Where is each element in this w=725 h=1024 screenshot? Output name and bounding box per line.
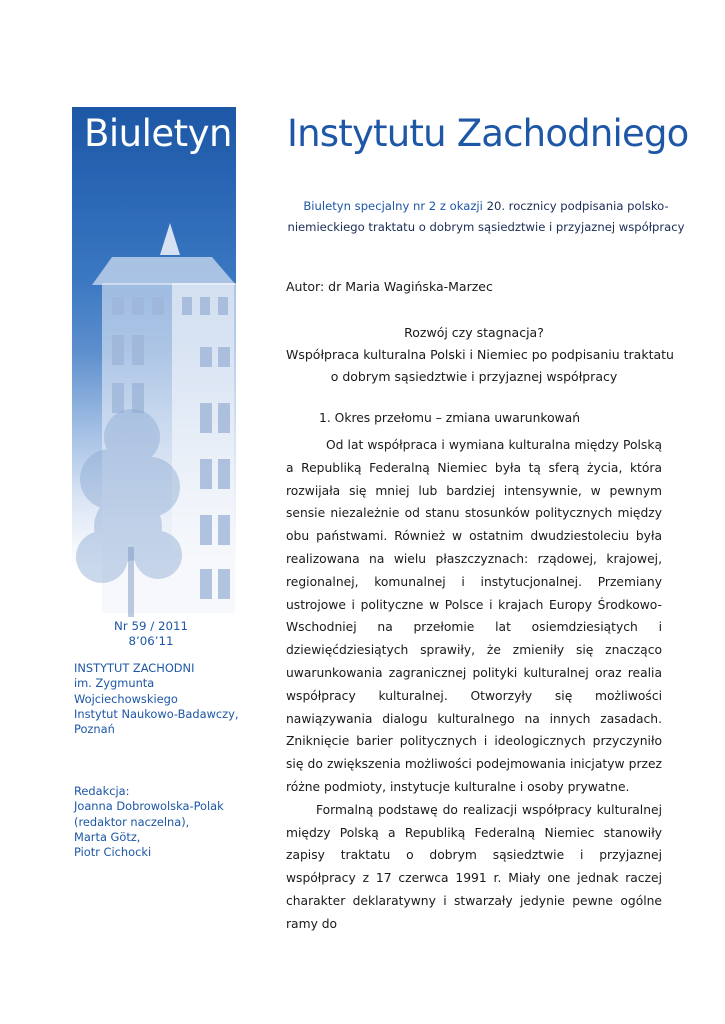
issue-date: 8’06’11 <box>128 634 174 648</box>
paragraph-2: Formalną podstawę do realizacji współpracy kulturalnej między Polską a Republiką Federalną Niemiec stanowiły zapisy traktatu o dobrym sąsiedztwie i przyjaznej współpracy z 17 czerwca 1991 r. Miały one jednak raczej charakter deklaratywny i stwarzały jedynie pewne ogólne ramy do <box>286 802 662 931</box>
issue-number: Nr 59 / 2011 <box>114 619 188 633</box>
institute-line2: im. Zygmunta <box>74 676 155 691</box>
institute-info <box>74 661 244 737</box>
editorial-line1: Joanna Dobrowolska-Polak <box>74 799 224 814</box>
article-title-line2: Współpraca kulturalna Polski i Niemiec po podpisaniu traktatu <box>286 347 674 362</box>
issue-info <box>86 619 216 649</box>
editorial-line3: Marta Götz, <box>74 829 141 844</box>
author-label: Autor: <box>286 279 329 294</box>
building-illustration <box>72 107 236 617</box>
bulletin-subtitle <box>286 196 686 238</box>
editorial-line2: (redaktor naczelna), <box>74 814 190 829</box>
institute-line5: Poznań <box>74 722 115 737</box>
masthead-cover-image <box>72 107 236 617</box>
masthead-left-title: Biuletyn <box>84 112 233 155</box>
paragraph-1: Od lat współpraca i wymiana kulturalna między Polską a Republiką Federalną Niemiec była tą sferą życia, która rozwijała się mniej lub bardziej intensywnie, w pewnym sensie niezależnie od stanu stosunków politycznych między obu państwami. Również w ostatnim dwudziestoleciu była realizowana na wielu płaszczyznach: rządowej, krajowej, regionalnej, komunalnej i instytucjonalnej. Przemiany ustrojowe i polityczne w Polsce i krajach Europy Środkowo-Wschodniej na przełomie lat osiemdziesiątych i dziewięćdziesiątych sprawiły, że zmieniły się znacząco uwarunkowania zagranicznej polityki kulturalnej oraz realia współpracy kulturalnej. Otworzyły się możliwości nawiązywania dialogu kulturalnego na innych zasadach. Zniknięcie barier politycznych i ideologicznych przyczyniło się do zwiększenia możliwości podejmowania inicjatyw przez różne podmioty, instytucje kulturalne i osoby prywatne. <box>286 438 662 794</box>
author-name: dr Maria Wagińska-Marzec <box>328 279 493 294</box>
subtitle-highlight: 20. rocznicy podpisania polsko- <box>486 199 669 213</box>
masthead-right-title: Instytutu Zachodniego <box>287 112 689 155</box>
institute-line3: Wojciechowskiego <box>74 691 178 706</box>
article-body <box>286 434 662 936</box>
institute-line1: INSTYTUT ZACHODNI <box>74 661 195 675</box>
article-title-line1: Rozwój czy stagnacja? <box>404 325 544 340</box>
article-title <box>286 322 674 388</box>
subtitle-prefix: Biuletyn specjalny nr 2 z okazji <box>303 199 487 213</box>
editorial-line4: Piotr Cichocki <box>74 845 152 860</box>
author-line <box>286 279 493 294</box>
institute-line4: Instytut Naukowo-Badawczy, <box>74 706 239 721</box>
subtitle-line2: niemieckiego traktatu o dobrym sąsiedztwie i przyjaznej współpracy <box>287 220 685 234</box>
article-title-line3: o dobrym sąsiedztwie i przyjaznej współpracy <box>330 369 618 384</box>
editorial-label: Redakcja: <box>74 784 130 798</box>
editorial-info <box>74 784 244 860</box>
section-heading: 1. Okres przełomu – zmiana uwarunkowań <box>319 411 580 425</box>
